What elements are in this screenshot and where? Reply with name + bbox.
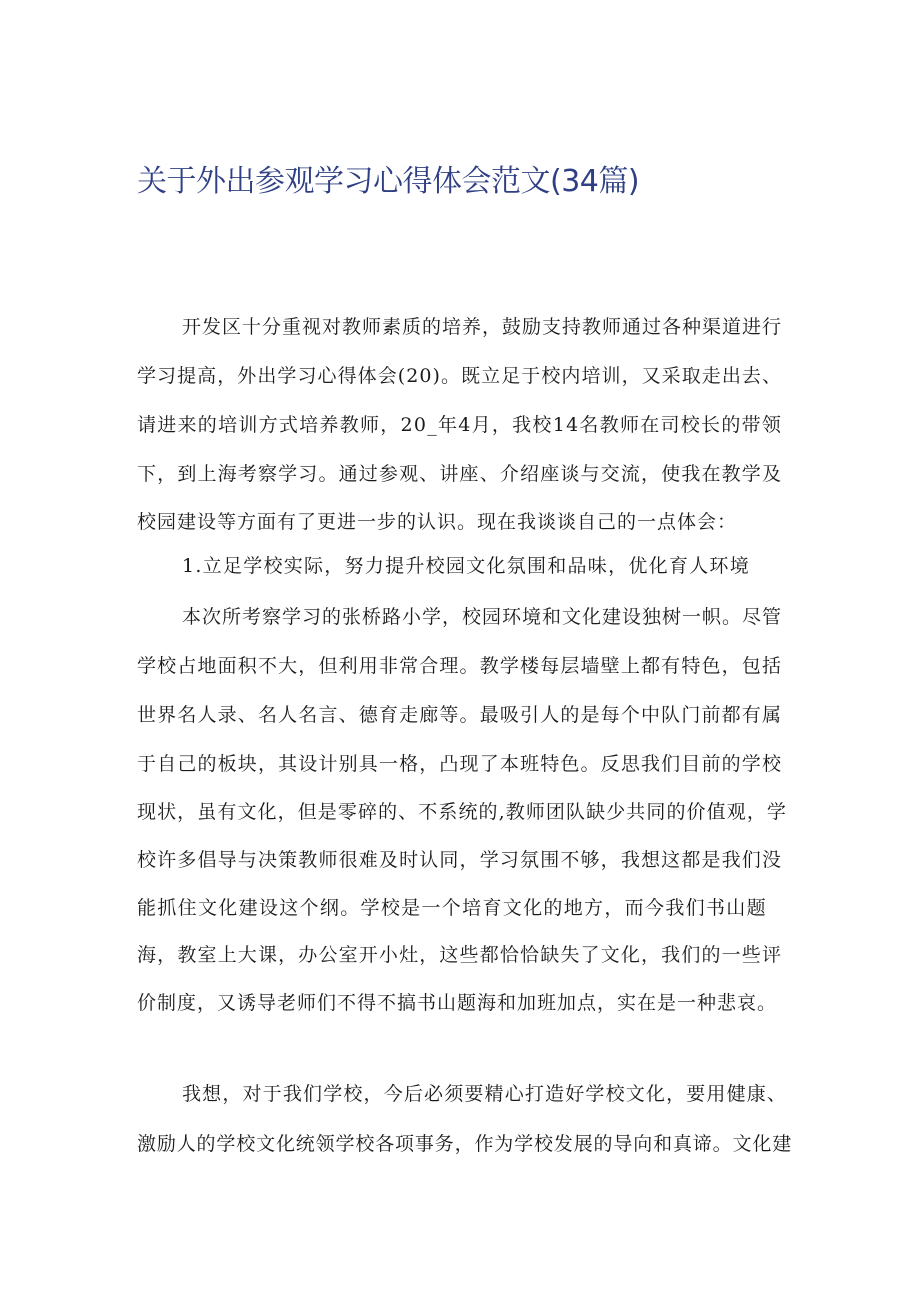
body-line-3: 请进来的培训方式培养教师，20_年4月，我校14名教师在司校长的带领 bbox=[137, 414, 783, 436]
body-line-11: 校许多倡导与决策教师很难及时认同，学习氛围不够，我想这都是我们没 bbox=[137, 849, 783, 871]
document-title: 关于外出参观学习心得体会范文(34篇) bbox=[137, 164, 640, 199]
body-line-16: 激励人的学校文化统领学校各项事务，作为学校发展的导向和真谛。文化建 bbox=[137, 1133, 793, 1155]
body-line-6: 本次所考察学习的张桥路小学，校园环境和文化建设独树一帜。尽管 bbox=[182, 606, 783, 628]
body-line-1: 开发区十分重视对教师素质的培养，鼓励支持教师通过各种渠道进行 bbox=[182, 316, 783, 338]
body-line-15: 我想，对于我们学校，今后必须要精心打造好学校文化，要用健康、 bbox=[182, 1083, 788, 1105]
body-line-4: 下，到上海考察学习。通过参观、讲座、介绍座谈与交流，使我在教学及 bbox=[137, 463, 783, 485]
body-line-2: 学习提高，外出学习心得体会(20)。既立足于校内培训，又采取走出去、 bbox=[137, 365, 783, 387]
section-heading-1: 1.立足学校实际，努力提升校园文化氛围和品味，优化育人环境 bbox=[182, 555, 750, 577]
body-line-14: 价制度，又诱导老师们不得不搞书山题海和加班加点，实在是一种悲哀。 bbox=[137, 992, 778, 1014]
body-line-5: 校园建设等方面有了更进一步的认识。现在我谈谈自己的一点体会： bbox=[137, 511, 738, 533]
body-line-9: 于自己的板块，其设计别具一格，凸现了本班特色。反思我们目前的学校 bbox=[137, 753, 783, 775]
body-line-12: 能抓住文化建设这个纲。学校是一个培育文化的地方，而今我们书山题 bbox=[137, 897, 767, 919]
body-line-10: 现状，虽有文化，但是零碎的、不系统的,教师团队缺少共同的价值观，学 bbox=[137, 801, 788, 823]
body-line-7: 学校占地面积不大，但利用非常合理。教学楼每层墙壁上都有特色，包括 bbox=[137, 655, 783, 677]
body-line-8: 世界名人录、名人名言、德育走廊等。最吸引人的是每个中队门前都有属 bbox=[137, 704, 783, 726]
body-line-13: 海，教室上大课，办公室开小灶，这些都恰恰缺失了文化，我们的一些评 bbox=[137, 944, 783, 966]
